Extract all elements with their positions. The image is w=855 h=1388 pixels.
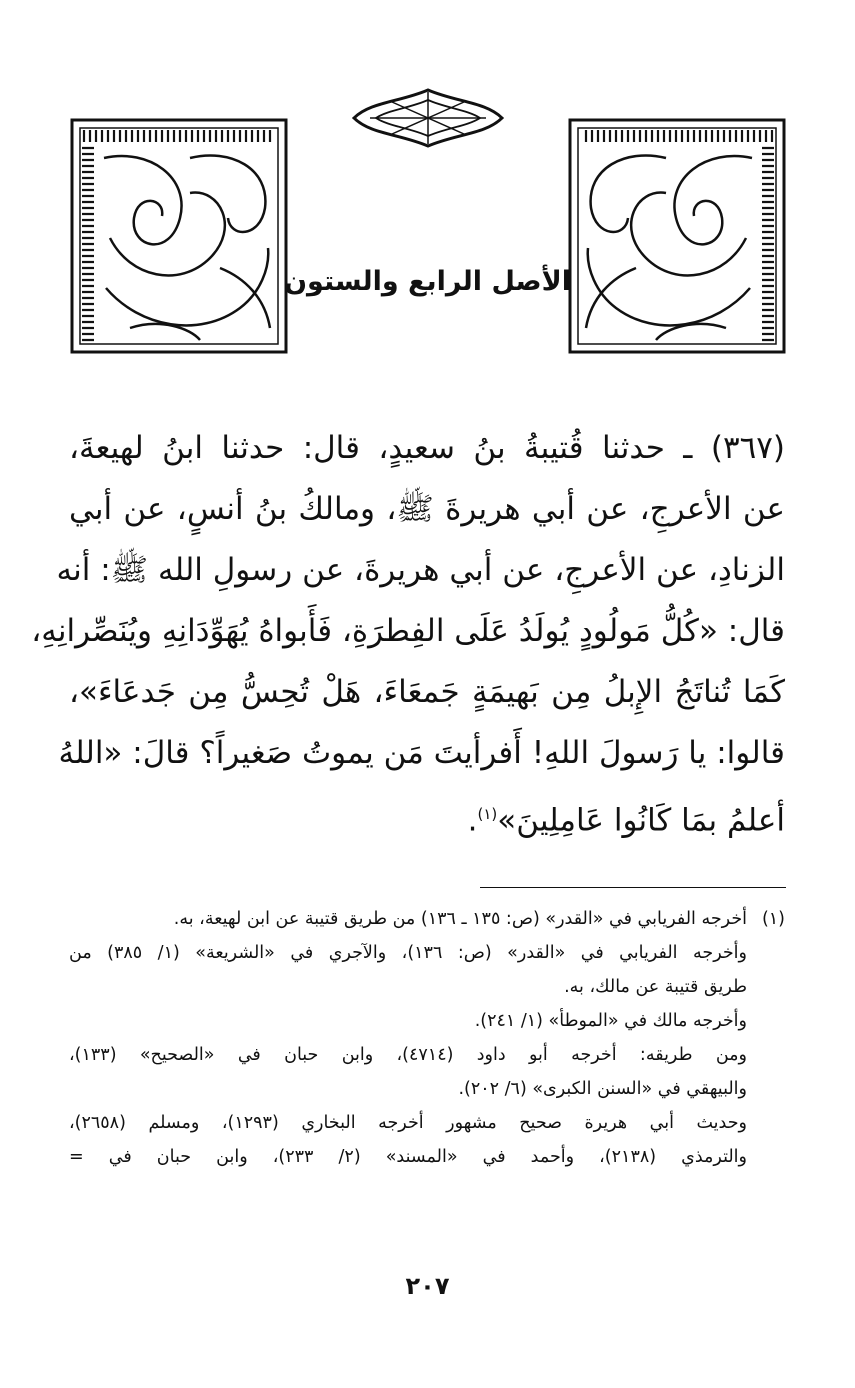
footnote-line: والترمذي (٢١٣٨)، وأحمد في «المسند» (٢/ ٢٣٣)، وابن حبان في = [69,1147,747,1167]
footnote-line: ومن طريقه: أخرجه أبو داود (٤٧١٤)، وابن حبان في «الصحيح» (١٣٣)، [69,1045,747,1065]
footnote-line: وأخرجه مالك في «الموطأ» (١/ ٢٤١). [474,1011,747,1031]
hadith-line: (٣٦٧) ـ حدثنا قُتيبةُ بنُ سعيدٍ، قال: حدثنا ابنُ لهيعةَ، [69,430,785,466]
hadith-line: عن الأعرجِ، عن أبي هريرةَ ﷺ، ومالكُ بنُ أنسٍ، عن أبي [69,491,785,527]
footnote-number: (١) [761,909,785,929]
footnote-line [69,902,785,936]
footnote-line: والبيهقي في «السنن الكبرى» (٦/ ٢٠٢). [458,1079,747,1099]
hadith-line: كَمَا تُناتَجُ الإِبلُ مِن بَهيمَةٍ جَمعَاءَ، هَلْ تُحِسُّ مِن جَدعَاءَ»، [69,674,785,710]
footnote-divider [480,887,786,888]
footnote-line: وحديث أبي هريرة صحيح مشهور أخرجه البخاري (١٢٩٣)، ومسلم (٢٦٥٨)، [69,1113,747,1133]
hadith-line: قالوا: يا رَسولَ اللهِ! أَفرأيتَ مَن يموتُ صَغيراً؟ قالَ: «اللهُ [58,735,785,771]
chapter-title: الأصل الرابع والستون [283,266,572,297]
page-number: ٢٠٧ [405,1272,450,1300]
footnote-text: أخرجه الفريابي في «القدر» (ص: ١٣٥ ـ ١٣٦) من طريق قتيبة عن ابن لهيعة، به. [173,909,747,929]
footnote-line: وأخرجه الفريابي في «القدر» (ص: ١٣٦)، والآجري في «الشريعة» (١/ ٣٨٥) من [69,943,747,963]
hadith-line-last [69,784,785,845]
footnote-line: طريق قتيبة عن مالك، به. [564,977,747,997]
footnote-marker: (١) [477,805,498,823]
hadith-text [31,418,785,845]
footnotes [69,902,785,1174]
chapter-header-ornament [70,88,786,356]
hadith-line: الزنادِ، عن الأعرجِ، عن أبي هريرةَ، عن رسولِ الله ﷺ: أنه [56,552,785,588]
line-end-period: . [467,802,478,839]
hadith-line: قال: «كُلُّ مَولُودٍ يُولَدُ عَلَى الفِطرَةِ، فَأَبواهُ يُهَوِّدَانِهِ ويُنَصِّرانِهِ، [31,613,785,649]
hadith-line: أعلمُ بمَا كَانُوا عَامِلِينَ» [497,802,785,839]
